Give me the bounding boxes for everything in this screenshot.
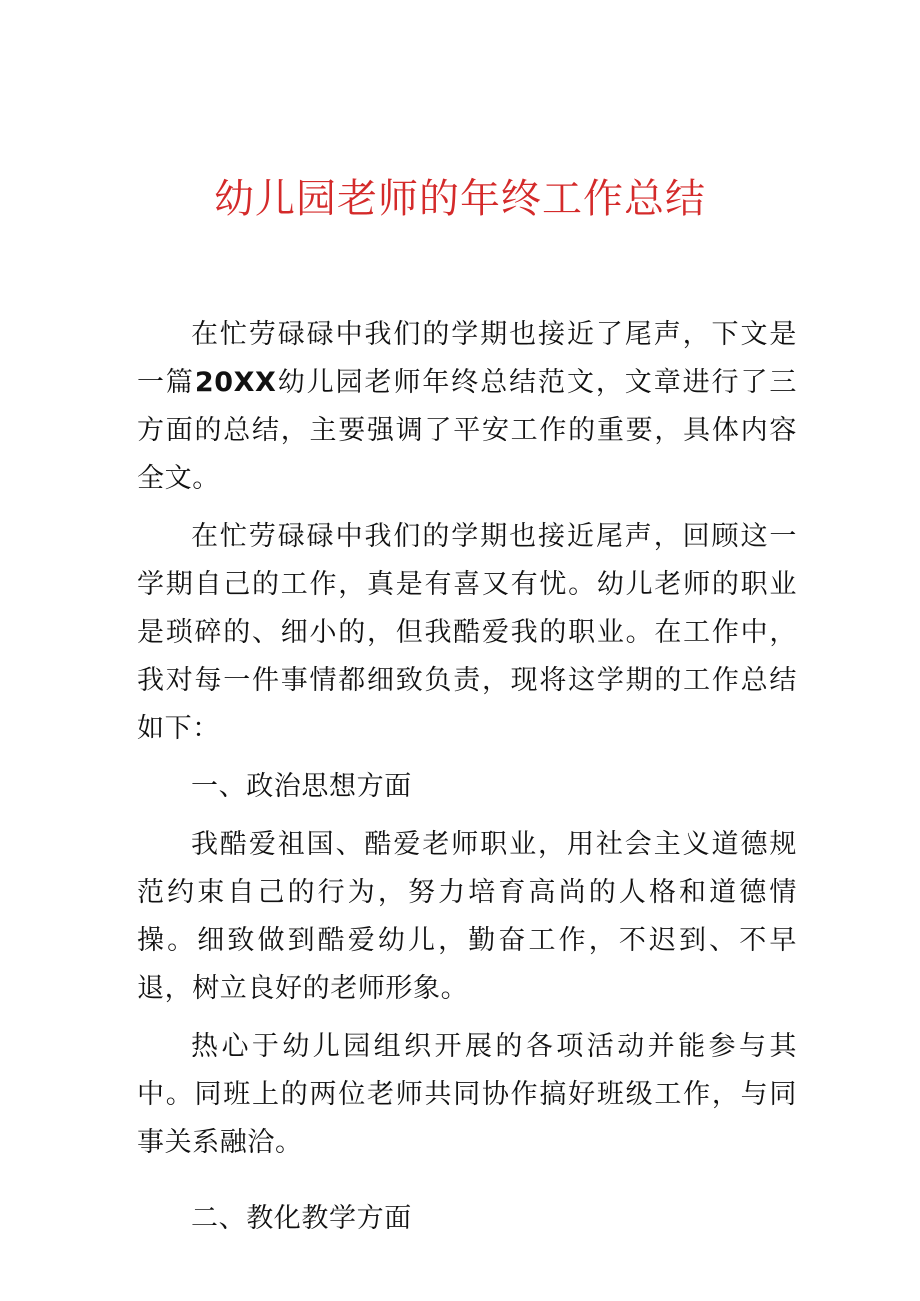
political-paragraph: 我酷爱祖国、酷爱老师职业，用社会主义道德规范约束自己的行为，努力培育高尚的人格和道德情操。细致做到酷爱幼儿，勤奋工作，不迟到、不早退，树立良好的老师形象。 bbox=[137, 829, 797, 1004]
intro-text-before-year: 在忙劳碌碌中我们的学期也接近了尾声，下文是一篇 bbox=[137, 319, 797, 398]
section-heading-teaching: 二、教化教学方面 bbox=[191, 1203, 412, 1234]
intro-year: 20XX bbox=[194, 367, 277, 398]
intro-paragraph bbox=[137, 311, 797, 503]
section-heading-political: 一、政治思想方面 bbox=[191, 771, 412, 802]
intro-text-after-year: 幼儿园老师年终总结范文，文章进行了三方面的总结，主要强调了平安工作的重要，具体内容全文。 bbox=[137, 367, 797, 494]
activities-paragraph: 热心于幼儿园组织开展的各项活动并能参与其中。同班上的两位老师共同协作搞好班级工作，与同事关系融洽。 bbox=[137, 1031, 797, 1158]
overview-paragraph: 在忙劳碌碌中我们的学期也接近尾声，回顾这一学期自己的工作，真是有喜又有忧。幼儿老师的职业是琐碎的、细小的，但我酷爱我的职业。在工作中，我对每一件事情都细致负责，现将这学期的工作总结如下： bbox=[137, 521, 797, 744]
document-title: 幼儿园老师的年终工作总结 bbox=[214, 175, 706, 222]
document-body bbox=[137, 311, 797, 1243]
